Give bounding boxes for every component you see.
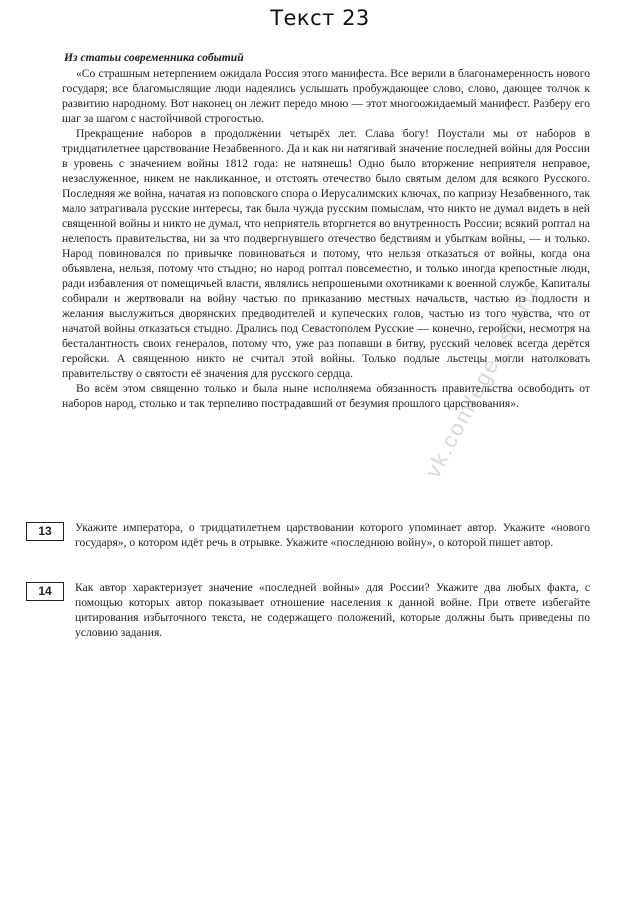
task-question: Как автор характеризует значение «последней войны» для России? Укажите два любых факта, с помощью которых автор показывает отношение населения к данной войне. При ответе избегайте цитирования избыточного текста, не содержащего положений, которые должны быть приведены по условию задания. bbox=[75, 581, 590, 639]
task-number-box: 14 bbox=[26, 582, 64, 601]
excerpt-paragraph-3: Во всём этом священно только и была ныне исполняема обязанность правительства освободить от наборов народ, столько и так терпеливо пострадавший от безумия прошлого царствования». bbox=[62, 382, 590, 410]
watermark: vk.com/ege_istoria bbox=[420, 276, 546, 482]
excerpt-paragraph-2: Прекращение наборов в продолжении четырёх лет. Слава богу! Поустали мы от наборов в тридцатилетнее царствование Незабвенного. Да и как ни натягивай значение последней войны для России в уровень с значением войны 1812 года: не натянешь! Одно было вторжение неприятеля неправое, незаслуженное, никем не накликанное, и отстоять отечество было святым делом для всякого Русского. Последняя же война, начатая из поповского спора о Иерусалимских ключах, по капризу Незабвенного, так мало затрагивала русские интересы, так была чужда русским помыслам, что никто не думал видеть в ней священной войны и никто не думал, что неприятель вторгнется во внутренность России; всякий роптал на нелепость правительства, ни за что подвергнувшего отечество бедствиям и убыткам войны, — и только. Народ повиновался по привычке повиноваться и потому, что нельзя отказаться от войны, когда она объявлена, нельзя, потому что стыдно; но народ роптал повсеместно, и только иногда крепостные люди, ради избавления от помещичьей власти, являлись непрошеными охотниками к военной службе. Капиталы собирали и жертвовали на войну частью по приказанию местных начальств, частью из подлости и желания выслужиться дворянских предводителей и купеческих голов, частью из того чувства, что от начатой войны отказаться стыдно. Дрались под Севастополем Русские — конечно, геройски, несмотря на бесталантность своих генералов, потому что, уже раз попавши в битву, русский человек всегда дерётся геройски. А священною никто не считал этой войны. Только подлые льстецы могли натолковать правительству о святости её значения для русского сердца. bbox=[62, 127, 590, 380]
source-heading: Из статьи современника событий bbox=[64, 51, 244, 64]
page-title: Текст 23 bbox=[270, 6, 370, 30]
task-question: Укажите императора, о тридцатилетнем царствовании которого упоминает автор. Укажите «нового государя», о котором идёт речь в отрывке. Укажите «последнюю войну», о которой пишет автор. bbox=[75, 521, 590, 549]
excerpt-paragraph-1: «Со страшным нетерпением ожидала Россия этого манифеста. Все верили в благонамеренность нового государя; все благомыслящие люди надеялись услышать пробуждающее слово, слово, дающее толчок к развитию народному. Вот наконец он лежит передо мною — этот многоожидаемый манифест. Разберу его шаг за шагом с настойчивой строгостью. bbox=[62, 67, 590, 125]
source-excerpt bbox=[62, 50, 590, 411]
task-number-box: 13 bbox=[26, 522, 64, 541]
